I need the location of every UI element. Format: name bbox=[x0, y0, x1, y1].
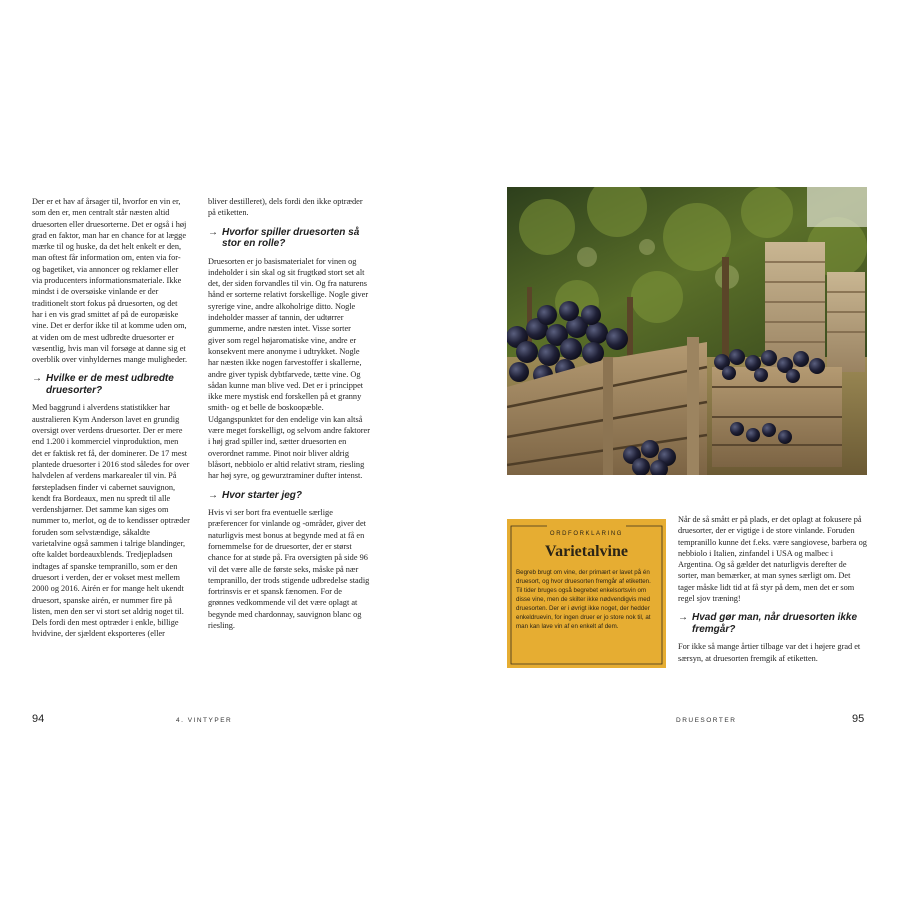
right-column bbox=[678, 514, 868, 672]
paragraph: Med baggrund i alverdens statistikker har australieren Kym Anderson lavet en grundig oversigt over verdens druesorter. Der er mere end 1.200 i kommerciel vinproduktion, men det er faktisk ret få, der dominerer. De 17 mest plantede druesorter i 2016 stod således for over halvdelen af verdens markarealer til vin. På førstepladsen finder vi cabernet sauvignon, kendt fra Bordeaux, men nu spredt til alle verdenshjørner. Det samme kan siges om nummer to, merlot, og de to kendisser optræder foruden som selvstændige, såkaldte varietalvine også sammen i talrige blandinger, ofte kaldet bordeauxblends. Tredjepladsen indtages af spanske tempranillo, som er den druesort i verden, der er vokset mest mellem 2000 og 2016. Airén er for mange helt ukendt druesort, spanske airén, er nummer fire på listen, men den ser vi stort set aldrig noget til. Dels fordi den mest optræder i enkle, billige hvidvine, der sjældent eksporteres (eller bbox=[32, 403, 190, 639]
paragraph: Druesorten er jo basismaterialet for vinen og indeholder i sin skal og sit frugtkød stort set alt det, der siden forvandles til vin. Og fra naturens hånd er sorterne relativt forskellige. Nogle giver syrerige vine, andre alkoholrige ditto. Nogle indeholder masser af tannin, der udtørrer gummerne, andre næsten intet. Visse sorter giver som regel højaromatiske vine, andre er konsekvent mere anonyme i udtrykket. Nogle har næsten ikke nogen farvestoffer i skallerne, andre giver typisk dybtfarvede, tætte vine. Og sådan kunne man blive ved. Det er i princippet ikke mere mystisk end forskellen på et granny smith- og et belle de boskoopæble. Udgangspunktet for den endelige vin kan altså være meget forskelligt, og selvom andre faktorer i høj grad spiller ind, sætter druesorten en overordnet ramme. Pinot noir bliver aldrig blåsort, nebbiolo er altid relativt stram, riesling har høj syre, og gewurztraminer dufter intenst. bbox=[208, 256, 370, 481]
section-heading bbox=[208, 490, 370, 502]
left-column-2 bbox=[208, 196, 370, 639]
section-heading bbox=[678, 612, 868, 635]
heading-text: Hvor starter jeg? bbox=[222, 489, 303, 501]
running-head-right: DRUESORTER bbox=[676, 717, 737, 724]
section-heading bbox=[32, 373, 190, 396]
definition-title: Varietalvine bbox=[545, 543, 628, 560]
paragraph: Hvis vi ser bort fra eventuelle særlige præferencer for vinlande og -områder, giver det naturligvis mest bonus at begynde med at få en fornemmelse for de druesorter, der er størst chance for at støde på. Fra oversigten på side 96 vil det være alle de første seks, måske på nær tempranillo, der trods stigende udbredelse stadig fortrinsvis er et spansk fænomen. For de grønnes vedkommende vil det være oplagt at begynde med chardonnay, sauvignon blanc og riesling. bbox=[208, 508, 370, 630]
vineyard-photo bbox=[507, 187, 867, 475]
paragraph: Når de så smått er på plads, er det oplagt at fokusere på druesorter, der er vigtige i de store vinlande. Foruden tempranillo kunne det f.eks. være sangiovese, barbera og nebbiolo i Italien, zinfandel i USA og malbec i Argentina. Og så gælder det naturligvis derefter de sorter, man bemærker, at man synes særligt om. Det tager måske lidt tid at få styr på dem, men det er som regel sjov træning! bbox=[678, 515, 867, 604]
heading-text: Hvilke er de mest udbredte druesorter? bbox=[46, 373, 174, 396]
paragraph: For ikke så mange årtier tilbage var det i højere grad et særsyn, at druesorten fremgik af etiketten. bbox=[678, 642, 861, 663]
arrow-right-icon: → bbox=[208, 489, 218, 501]
arrow-right-icon: → bbox=[678, 612, 688, 624]
page-number-left: 94 bbox=[32, 713, 45, 725]
arrow-right-icon: → bbox=[32, 373, 42, 385]
section-heading bbox=[208, 227, 370, 250]
heading-text: Hvad gør man, når druesorten ikke fremgår? bbox=[692, 612, 858, 635]
arrow-right-icon: → bbox=[208, 226, 218, 238]
definition-label: ORDFORKLARING bbox=[549, 531, 624, 537]
definition-text: Begreb brugt om vine, der primært er lavet på én druesort, og hvor druesorten fremgår af etiketten. Til tider bruges også begrebet enkelsortsvin om disse vine, men de skilter ikke nødvendigvis med druesorten. Der er i øvrigt ikke noget, der hedder enkeldruevin, for ingen druer er jo store nok til, at man kan lave vin af en enkelt af dem. bbox=[516, 569, 651, 630]
definition-box bbox=[507, 519, 666, 668]
heading-text: Hvorfor spiller druesorten så stor en rolle? bbox=[222, 226, 360, 250]
paragraph: Der er et hav af årsager til, hvorfor en vin er, som den er, men centralt står næsten altid druesorten eller druesorterne. Det er også i høj grad en faktor, man har en chance for at lægge mærke til og huske, da det helt enkelt er den, man oftest får information om, enten via for- og bagetiket, via annoncer og reklamer eller via producenters informationsmateriale. Ikke mindst i de oversøiske vinlande er der traditionelt stort fokus på druesorten, og det har i en vis grad smittet af på de europæiske vine. Det er derfor ikke til at komme uden om, at viden om de mest udbredte druesorter er væsentlig, hvis man vil forsøge at danne sig et overblik over vinhyldernes mange muligheder. bbox=[32, 197, 188, 365]
page-number-right: 95 bbox=[852, 713, 865, 725]
paragraph: bliver destilleret), dels fordi den ikke optræder på etiketten. bbox=[208, 197, 363, 218]
left-column-1 bbox=[32, 196, 190, 648]
running-head-left: 4. VINTYPER bbox=[176, 717, 233, 724]
